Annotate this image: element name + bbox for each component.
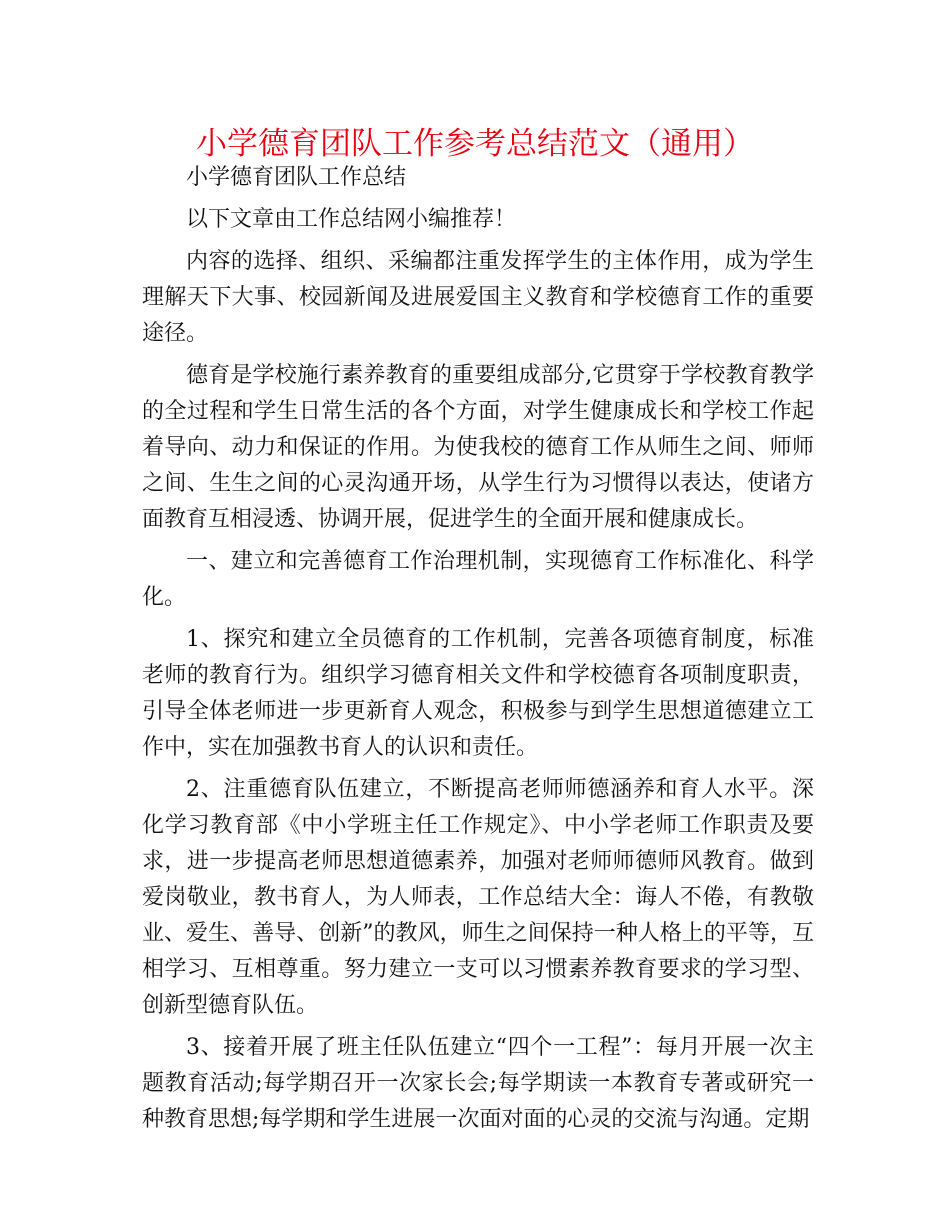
- paragraph: 3、接着开展了班主任队伍建立“四个一工程”：每月开展一次主题教育活动;每学期召开一次家长会;每学期读一本教育专著或研究一种教育思想;每学期和学生进展一次面对面的心灵的交流与沟通。定期: [142, 1035, 814, 1132]
- paragraph-recommendation: 以下文章由工作总结网小编推荐！: [186, 207, 517, 232]
- paragraph-section-heading: 一、建立和完善德育工作治理机制，实现德育工作标准化、科学化。: [142, 549, 814, 610]
- paragraph: 1、探究和建立全员德育的工作机制，完善各项德育制度，标准老师的教育行为。组织学习德育相关文件和学校德育各项制度职责，引导全体老师进一步更新育人观念，积极参与到学生思想道德建立工作中，实在加强教书育人的认识和责任。: [142, 627, 814, 760]
- document-body: [142, 160, 814, 1138]
- paragraph: 内容的选择、组织、采编都注重发挥学生的主体作用，成为学生理解天下大事、校园新闻及进展爱国主义教育和学校德育工作的重要途径。: [142, 249, 814, 346]
- document-title: 小学德育团队工作参考总结范文（通用）: [196, 126, 754, 162]
- paragraph: 德育是学校施行素养教育的重要组成部分,它贯穿于学校教育教学的全过程和学生日常生活的各个方面，对学生健康成长和学校工作起着导向、动力和保证的作用。为使我校的德育工作从师生之间、师师之间、生生之间的心灵沟通开场，从学生行为习惯得以表达，使诸方面教育互相浸透、协调开展，促进学生的全面开展和健康成长。: [142, 363, 814, 532]
- paragraph-subtitle: 小学德育团队工作总结: [186, 165, 407, 190]
- paragraph: 2、注重德育队伍建立，不断提高老师师德涵养和育人水平。深化学习教育部《中小学班主任工作规定》、中小学老师工作职责及要求，进一步提高老师思想道德素养，加强对老师师德师风教育。做到爱岗敬业，教书育人，为人师表，工作总结大全：诲人不倦，有教敬业、爱生、善导、创新”的教风，师生之间保持一种人格上的平等，互相学习、互相尊重。努力建立一支可以习惯素养教育要求的学习型、创新型德育队伍。: [142, 777, 814, 1018]
